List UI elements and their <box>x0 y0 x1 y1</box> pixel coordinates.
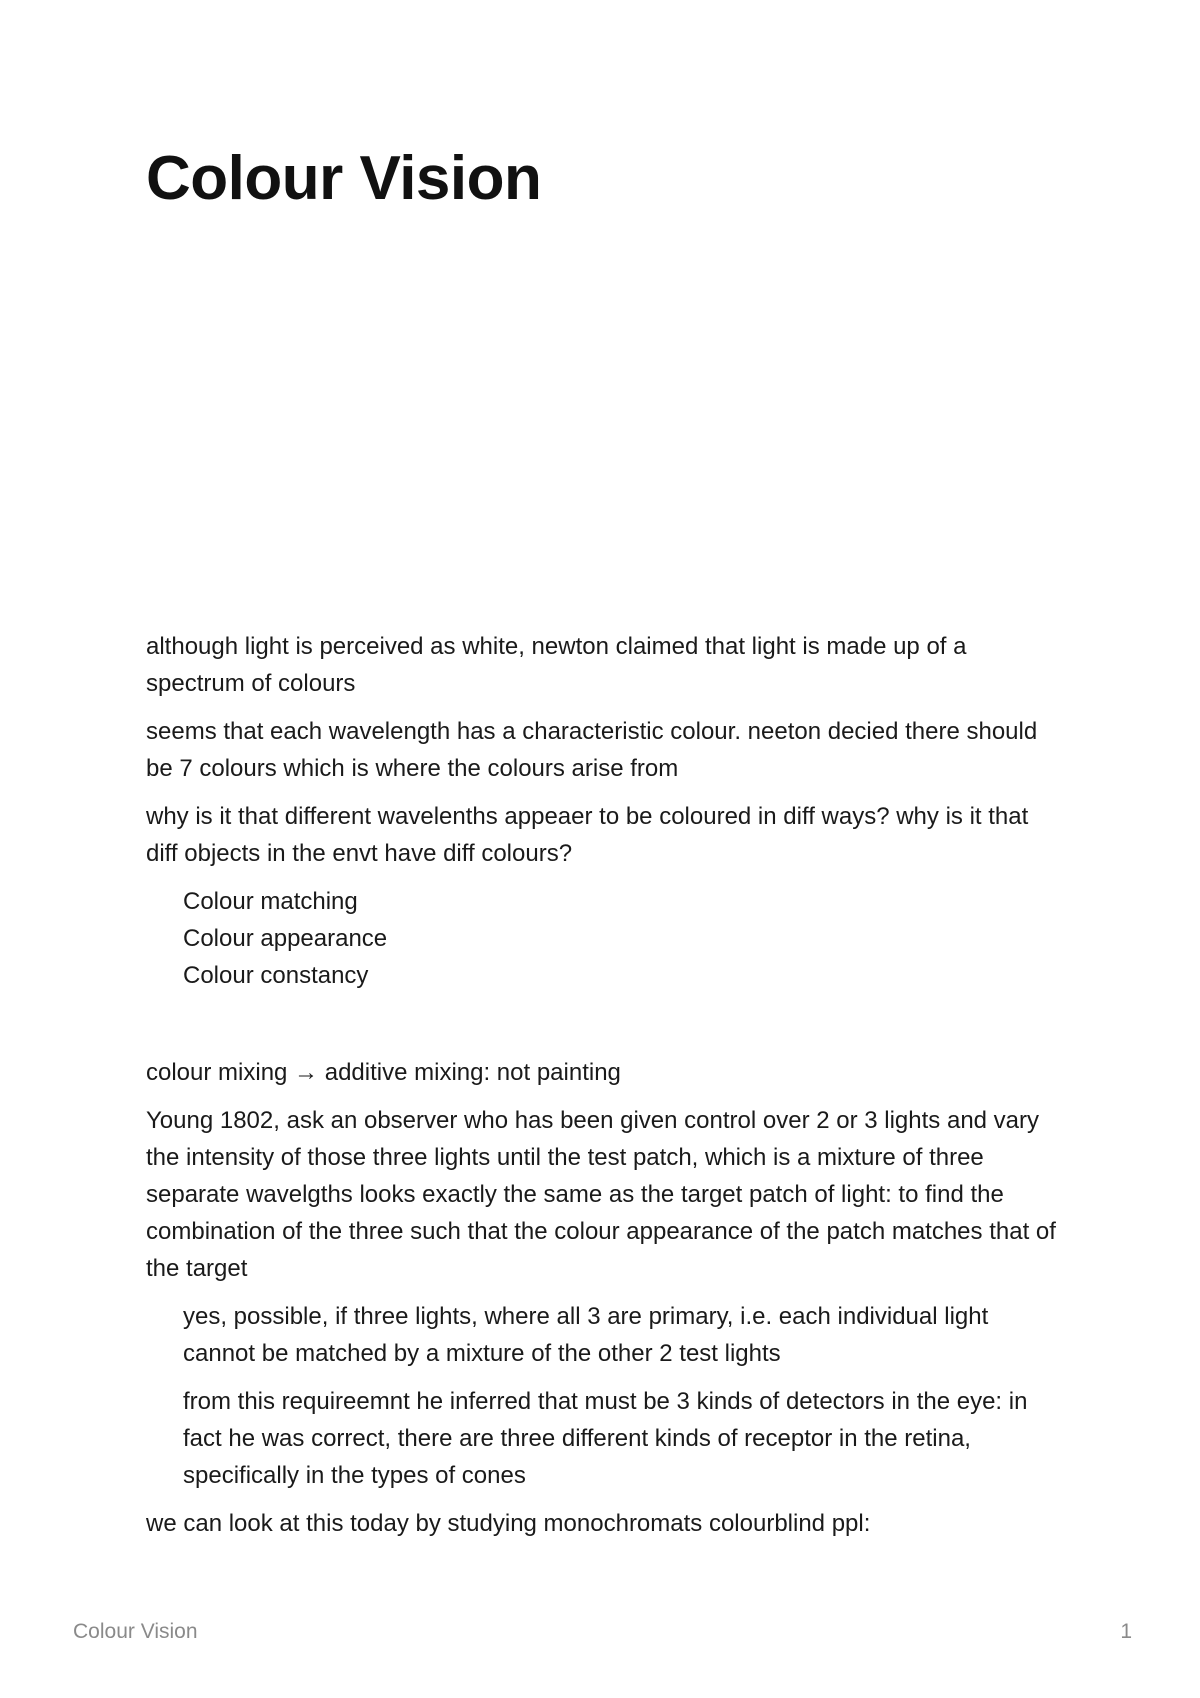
page-title: Colour Vision <box>146 144 542 213</box>
paragraph-young-1802: Young 1802, ask an observer who has been given control over 2 or 3 lights and vary the intensity of those three lights until the test patch, which is a mixture of three separate wavelgths looks exactly the same as the target patch of light: to find the combination of the three such that the colour appearance of the patch matches that of the target <box>146 1107 1056 1282</box>
paragraph-newton-spectrum: although light is perceived as white, newton claimed that light is made up of a spectrum of colours <box>146 633 967 697</box>
topic-item-colour-constancy: Colour constancy <box>183 962 369 989</box>
paragraph-primary-lights: yes, possible, if three lights, where all 3 are primary, i.e. each individual light cannot be matched by a mixture of the other 2 test lights <box>183 1303 989 1367</box>
document-body <box>146 628 1066 1553</box>
paragraph-colour-mixing: colour mixing → additive mixing: not painting <box>146 1059 621 1086</box>
topic-list <box>183 883 1066 994</box>
paragraph-three-detectors: from this requireemnt he inferred that must be 3 kinds of detectors in the eye: in fact he was correct, there are three different kinds of receptor in the retina, specifically in the types of cones <box>183 1388 1028 1489</box>
footer-page-number: 1 <box>1120 1620 1132 1643</box>
section-spacer <box>146 994 1066 1054</box>
topic-item-colour-matching: Colour matching <box>183 888 358 915</box>
paragraph-wavelength-colour: seems that each wavelength has a characteristic colour. neeton decied there should be 7 colours which is where the colours arise from <box>146 718 1038 782</box>
paragraph-monochromats: we can look at this today by studying monochromats colourblind ppl: <box>146 1510 871 1537</box>
footer-document-title: Colour Vision <box>73 1620 198 1643</box>
paragraph-questions: why is it that different wavelenths appeaer to be coloured in diff ways? why is it that diff objects in the envt have diff colours? <box>146 803 1029 867</box>
topic-item-colour-appearance: Colour appearance <box>183 925 388 952</box>
